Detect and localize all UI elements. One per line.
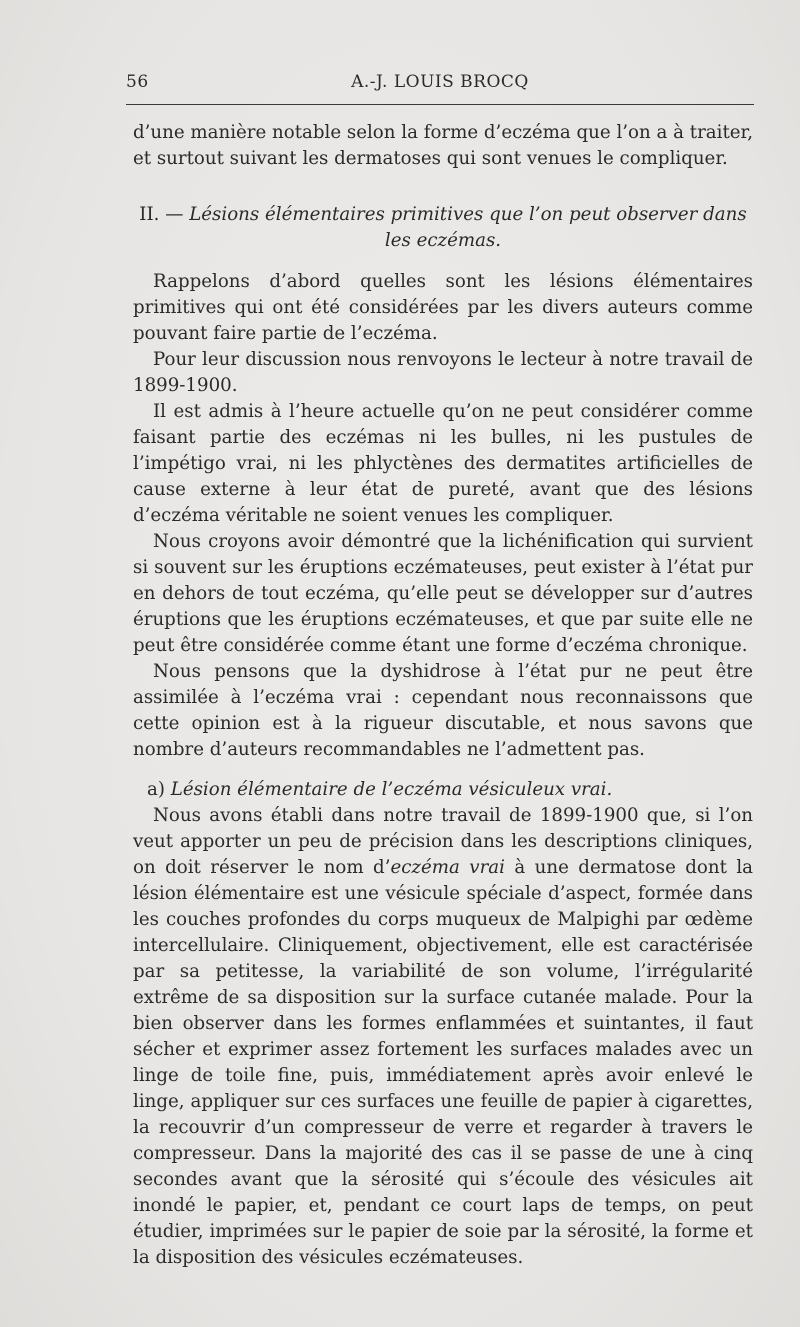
page-header xyxy=(126,72,754,96)
running-title: A.-J. LOUIS BROCQ xyxy=(351,72,529,92)
final-paragraph-part: à une dermatose dont la lésion élémentaire est une vésicule spéciale d’aspect, formée dans les couches profondes du corps muqueux de Malpighi par œdème intercellulaire. Cliniquement, objectivement, elle est caractérisée par sa petitesse, la variabilité de son volume, l’irrégularité extrême de sa disposition sur la surface cutanée malade. Pour la bien observer dans les formes enflammées et suintantes, il faut sécher et exprimer assez fortement les surfaces malades avec un linge de toile fine, puis, immédiatement après avoir enlevé le linge, appliquer sur ces surfaces une feuille de papier à cigarettes, la recouvrir d’un compresseur de verre et regarder à travers le compresseur. Dans la majorité des cas il se passe de une à cinq secondes avant que la sérosité qui s’écoule des vésicules ait inondé le papier, et, pendant ce court laps de temps, on peut étudier, imprimées sur le papier de soie par la sérosité, la forme et la disposition des vésicules eczémateuses. xyxy=(133,857,754,1268)
section-heading xyxy=(133,202,753,254)
paragraph: Rappelons d’abord quelles sont les lésions élémentaires primitives qui ont été considérées par les divers auteurs comme pouvant faire partie de l’eczéma. xyxy=(133,271,753,344)
body-text xyxy=(133,120,753,1271)
subsection-title: Lésion élémentaire de l’eczéma vésiculeux vrai. xyxy=(170,779,613,800)
section-number: II. — xyxy=(139,204,184,225)
paragraph: Nous pensons que la dyshidrose à l’état pur ne peut être assimilée à l’eczéma vrai : cependant nous reconnaissons que cette opinion est à la rigueur discutable, et nous savons que nombre d’auteurs recommandables ne l’admettent pas. xyxy=(133,661,753,760)
paragraph: Pour leur discussion nous renvoyons le lecteur à notre travail de 1899-1900. xyxy=(133,349,753,396)
final-paragraph-part: Nous avons établi dans notre travail de 1899-1900 que, si l’on veut apporter un peu de précision dans les descriptions cliniques, on doit réserver le nom d’ xyxy=(133,805,753,878)
subsection-heading xyxy=(133,777,753,803)
section-title: Lésions élémentaires primitives que l’on peut observer dans les eczémas. xyxy=(189,204,747,251)
opening-paragraph: d’une manière notable selon la forme d’eczéma que l’on a à traiter, et surtout suivant les dermatoses qui sont venues le compliquer. xyxy=(133,122,753,169)
final-paragraph xyxy=(133,803,753,1271)
page-number: 56 xyxy=(126,72,149,92)
paragraph: Il est admis à l’heure actuelle qu’on ne peut considérer comme faisant partie des eczémas ni les bulles, ni les pustules de l’impétigo vrai, ni les phlyctènes des dermatites artificielles de cause externe à leur état de pureté, avant que des lésions d’eczéma véritable ne soient venues les compliquer. xyxy=(133,401,753,526)
paragraph: Nous croyons avoir démontré que la lichénification qui survient si souvent sur les éruptions eczémateuses, peut exister à l’état pur en dehors de tout eczéma, qu’elle peut se développer sur d’autres éruptions que les éruptions eczémateuses, et que par suite elle ne peut être considérée comme étant une forme d’eczéma chronique. xyxy=(133,531,753,656)
header-rule xyxy=(126,104,754,105)
subsection-label: a) xyxy=(147,779,165,800)
final-paragraph-emphasis: eczéma vrai xyxy=(390,857,505,878)
